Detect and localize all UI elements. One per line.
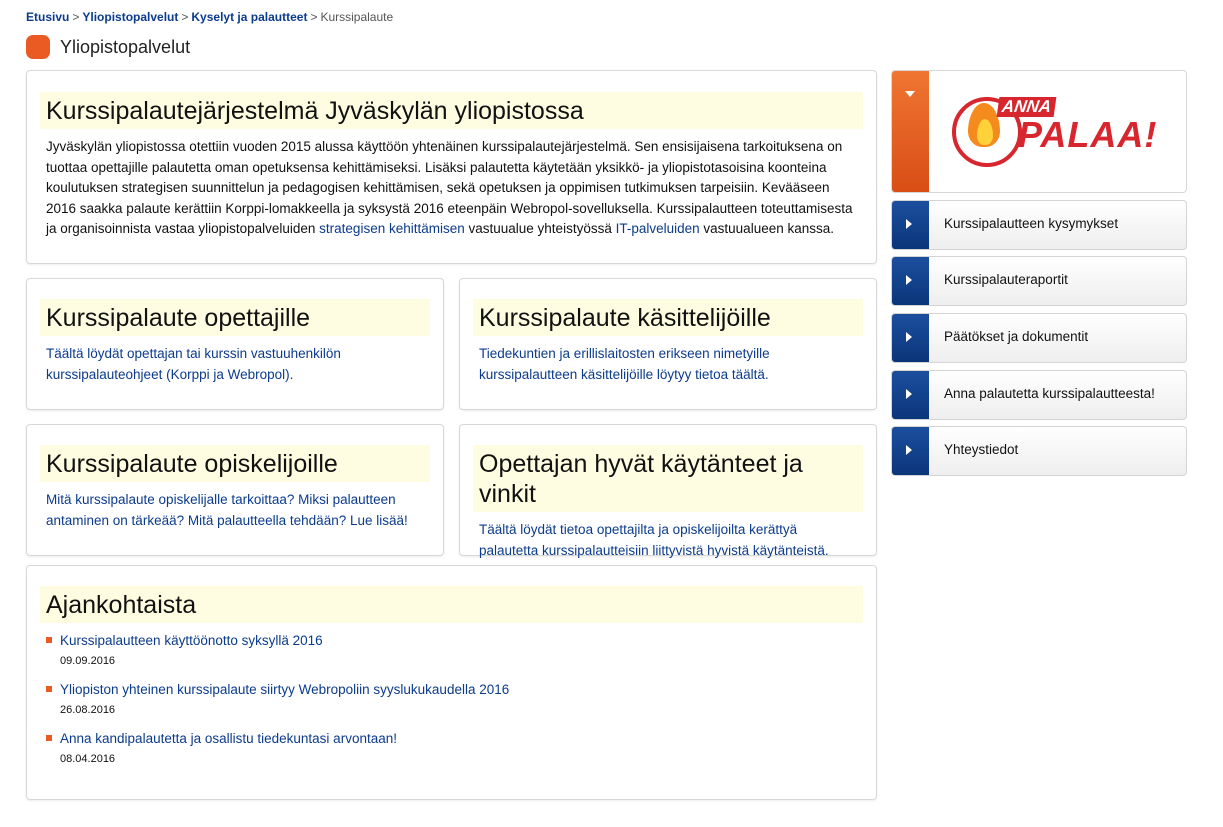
news-date: 08.04.2016 (60, 753, 116, 765)
sidebar-item-contacts[interactable] (891, 426, 1187, 476)
news-item (46, 680, 857, 718)
handlers-card (459, 278, 877, 410)
chevron-right-icon (906, 332, 912, 342)
practices-link[interactable]: Täältä löydät tietoa opettajilta ja opiskelijoilta kerättyä palautetta kurssipalautteisiin liittyvistä hyvistä käytänteistä. (479, 522, 829, 558)
news-link[interactable]: Yliopiston yhteinen kurssipalaute siirtyy Webropoliin syyslukukaudella 2016 (60, 682, 510, 697)
intro-text-part: Jyväskylän yliopistossa otettiin vuoden 2015 alussa käyttöön yhtenäinen kurssipalautejärjestelmä. Sen ensisijaisena tarkoituksena on tuottaa opettajille palautetta oman opetuksensa kehittämiseksi. Lisäksi palautetta käytetään yksikkö- ja yliopistotasoisina koonteina koulutuksen strategisen suunnittelun ja pedagogisen kehittämisen, sekä opetuksen ja oppimisen tutkimuksen tarpeisiin. Kevääseen 2016 saakka palaute kerättiin Korppi-lomakkeella ja syksystä 2016 eteenpäin Webropol-sovelluksella. Kurssipalautteen toteuttamisesta ja organisoinnista vastaa yliopistopalveluiden (46, 139, 853, 236)
practices-card (459, 424, 877, 556)
news-date: 09.09.2016 (60, 655, 116, 667)
intro-text (40, 137, 863, 240)
handlers-title: Kurssipalaute käsittelijöille (473, 299, 863, 336)
sidebar-item-reports[interactable] (891, 256, 1187, 306)
strategic-development-link[interactable]: strategisen kehittämisen (319, 221, 465, 236)
news-title: Ajankohtaista (40, 586, 863, 623)
sidebar-item-label: Kurssipalautteen kysymykset (944, 216, 1119, 231)
sidebar-item-give-feedback[interactable] (891, 370, 1187, 420)
square-bullet-icon (46, 637, 52, 643)
square-bullet-icon (46, 735, 52, 741)
breadcrumb-separator: > (310, 10, 318, 24)
promo-tab (892, 71, 929, 192)
breadcrumb-link-home[interactable]: Etusivu (26, 10, 70, 24)
nav-tab (892, 314, 929, 362)
news-card (26, 565, 877, 800)
breadcrumb-separator: > (181, 10, 189, 24)
intro-text-part: vastuualueen kanssa. (699, 221, 834, 236)
news-link[interactable]: Kurssipalautteen käyttöönotto syksyllä 2016 (60, 633, 323, 648)
intro-title: Kurssipalautejärjestelmä Jyväskylän yliopistossa (40, 92, 863, 129)
students-title: Kurssipalaute opiskelijoille (40, 445, 430, 482)
logo-text-anna: ANNA (997, 97, 1057, 117)
square-bullet-icon (46, 686, 52, 692)
breadcrumb-separator: > (72, 10, 80, 24)
teachers-card (26, 278, 444, 410)
logo-text-palaa: PALAA! (1018, 114, 1158, 155)
breadcrumb-link-university-services[interactable]: Yliopistopalvelut (82, 10, 179, 24)
news-date: 26.08.2016 (60, 704, 116, 716)
section-square-icon (26, 35, 50, 59)
sidebar-item-label: Yhteystiedot (944, 442, 1019, 457)
anna-palaa-logo (952, 89, 1158, 173)
sidebar-item-label: Kurssipalauteraportit (944, 272, 1068, 287)
anna-palaa-banner[interactable] (891, 70, 1187, 193)
chevron-right-icon (906, 445, 912, 455)
it-services-link[interactable]: IT-palveluiden (615, 221, 700, 236)
breadcrumb-current: Kurssipalaute (320, 10, 394, 24)
news-item (46, 631, 857, 669)
sidebar-item-decisions[interactable] (891, 313, 1187, 363)
nav-tab (892, 257, 929, 305)
sidebar-item-questions[interactable] (891, 200, 1187, 250)
teachers-link[interactable]: Täältä löydät opettajan tai kurssin vastuuhenkilön kurssipalauteohjeet (Korppi ja Webropol). (46, 346, 341, 382)
chevron-right-icon (906, 219, 912, 229)
section-heading (26, 35, 190, 59)
chevron-down-icon (905, 91, 915, 97)
chevron-right-icon (906, 275, 912, 285)
intro-text-part: vastuualue yhteistyössä (464, 221, 616, 236)
section-title: Yliopistopalvelut (60, 36, 191, 57)
students-card (26, 424, 444, 556)
nav-tab (892, 201, 929, 249)
handlers-link[interactable]: Tiedekuntien ja erillislaitosten erikseen nimetyille kurssipalautteen käsittelijöille löytyy tietoa täältä. (479, 346, 770, 382)
teachers-title: Kurssipalaute opettajille (40, 299, 430, 336)
breadcrumb-link-surveys[interactable]: Kyselyt ja palautteet (191, 10, 308, 24)
sidebar-item-label: Päätökset ja dokumentit (944, 329, 1089, 344)
chevron-right-icon (906, 389, 912, 399)
practices-title: Opettajan hyvät käytänteet ja vinkit (473, 445, 863, 512)
sidebar-item-label: Anna palautetta kurssipalautteesta! (944, 386, 1155, 401)
news-link[interactable]: Anna kandipalautetta ja osallistu tiedekuntasi arvontaan! (60, 731, 397, 746)
news-list (40, 631, 863, 767)
intro-card (26, 70, 877, 264)
flame-core-icon (977, 119, 993, 145)
nav-tab (892, 371, 929, 419)
nav-tab (892, 427, 929, 475)
breadcrumb (26, 10, 393, 24)
students-link[interactable]: Mitä kurssipalaute opiskelijalle tarkoittaa? Miksi palautteen antaminen on tärkeää? Mitä palautteella tehdään? Lue lisää! (46, 492, 408, 528)
news-item (46, 729, 857, 767)
